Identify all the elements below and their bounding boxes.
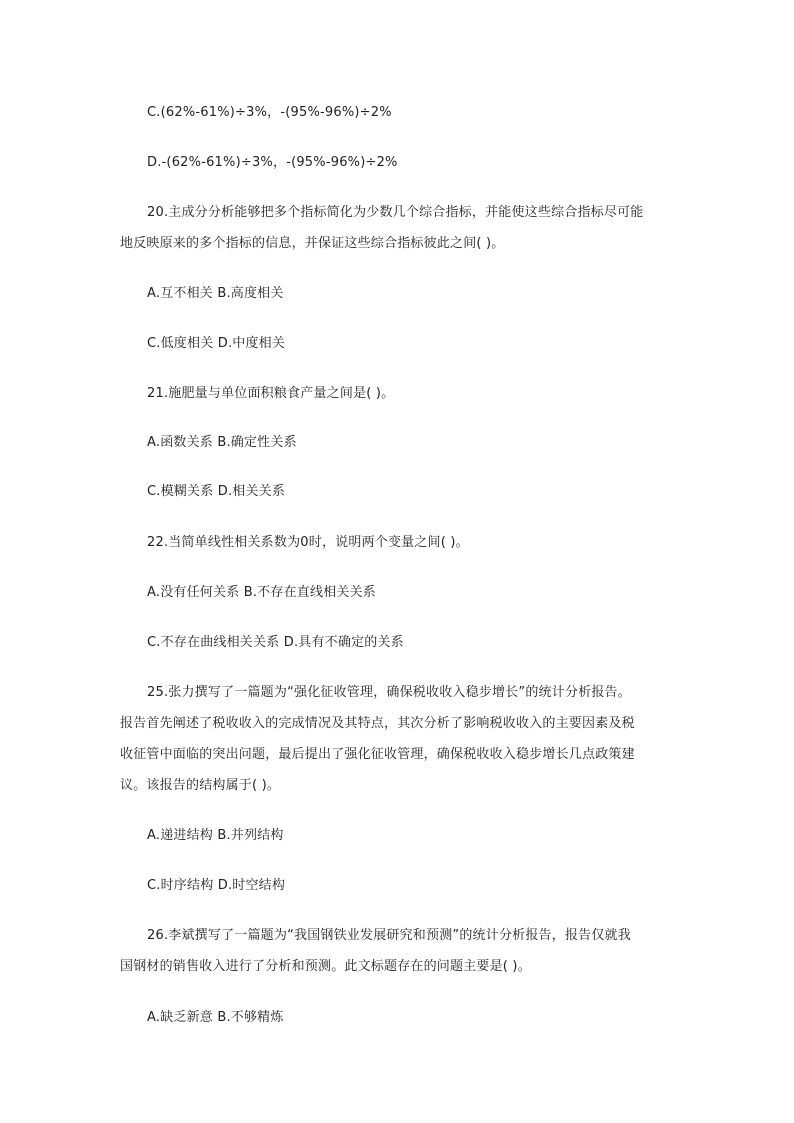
q22-options-cd: C.不存在曲线相关关系 D.具有不确定的关系 (147, 635, 404, 650)
q19-option-d: D.-(62%-61%)÷3%，-(95%-96%)÷2% (147, 155, 398, 170)
q21-options-cd: C.模糊关系 D.相关关系 (147, 484, 286, 499)
q22-stem: 22.当简单线性相关系数为0时，说明两个变量之间( )。 (147, 535, 469, 550)
q21-options-ab: A.函数关系 B.确定性关系 (147, 435, 297, 450)
q25-options-ab: A.递进结构 B.并列结构 (147, 828, 284, 843)
q20-stem-line-1: 20.主成分分析能够把多个指标简化为少数几个综合指标，并能使这些综合指标尽可能 (147, 205, 644, 220)
q25-stem-line-3: 收征管中面临的突出问题，最后提出了强化征收管理，确保税收收入稳步增长几点政策建 (120, 747, 635, 762)
q25-stem-line-2: 报告首先阐述了税收收入的完成情况及其特点，其次分析了影响税收收入的主要因素及税 (120, 716, 635, 731)
q25-stem-line-4: 议。该报告的结构属于( )。 (120, 778, 281, 793)
q21-stem: 21.施肥量与单位面积粮食产量之间是( )。 (147, 386, 395, 401)
q26-stem-line-1: 26.李斌撰写了一篇题为“我国钢铁业发展研究和预测”的统计分析报告，报告仅就我 (147, 928, 631, 943)
q22-options-ab: A.没有任何关系 B.不存在直线相关关系 (147, 585, 376, 600)
q20-options-ab: A.互不相关 B.高度相关 (147, 286, 284, 301)
q20-options-cd: C.低度相关 D.中度相关 (147, 336, 286, 351)
q20-stem-line-2: 地反映原来的多个指标的信息，并保证这些综合指标彼此之间( )。 (120, 236, 505, 251)
q26-options-ab: A.缺乏新意 B.不够精炼 (147, 1010, 284, 1025)
q25-options-cd: C.时序结构 D.时空结构 (147, 878, 286, 893)
q25-stem-line-1: 25.张力撰写了一篇题为“强化征收管理，确保税收收入稳步增长”的统计分析报告。 (147, 685, 631, 700)
q19-option-c: C.(62%-61%)÷3%，-(95%-96%)÷2% (147, 105, 392, 120)
q26-stem-line-2: 国钢材的销售收入进行了分析和预测。此文标题存在的问题主要是( )。 (120, 959, 531, 974)
